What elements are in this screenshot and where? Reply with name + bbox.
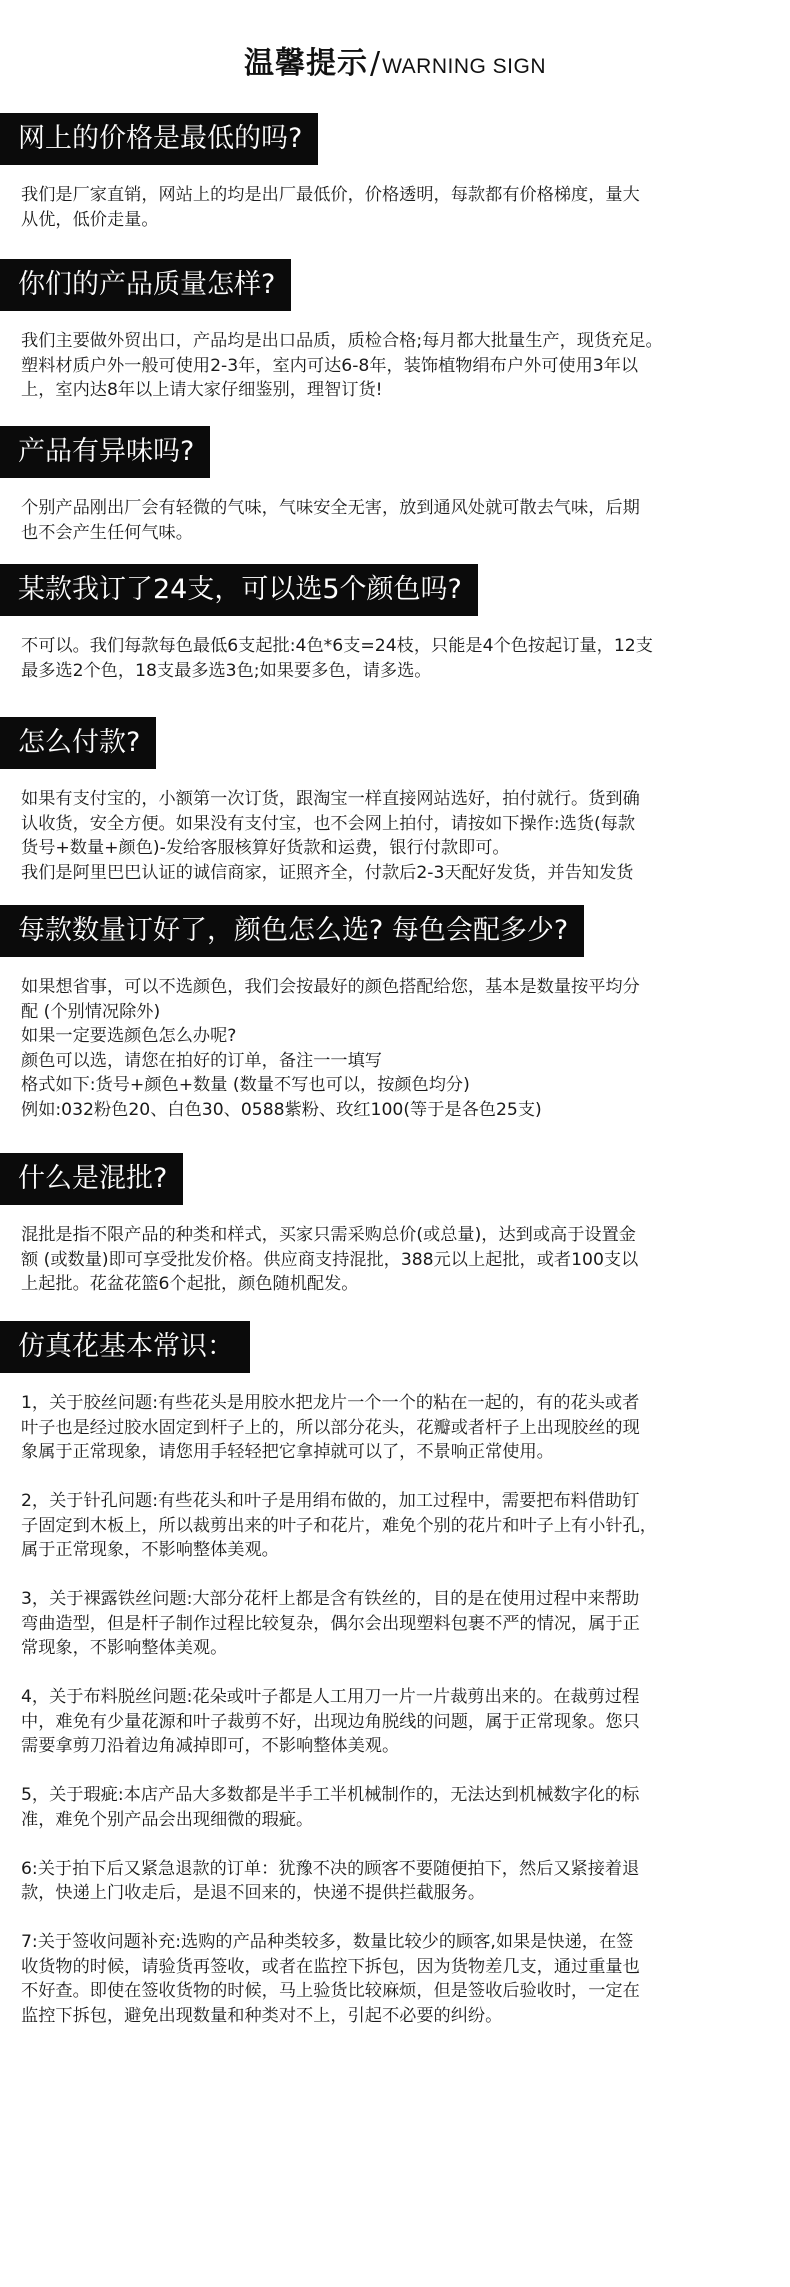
body-line: 格式如下:货号+颜色+数量 (数量不写也可以，按颜色均分) — [21, 1075, 470, 1095]
body-line: 款，快递上门收走后，是退不回来的，快递不提供拦截服务。 — [21, 1883, 486, 1903]
body-line: 我们主要做外贸出口，产品均是出口品质，质检合格;每月都大批量生产，现货充足。 — [21, 331, 663, 351]
body-line — [21, 1563, 773, 1588]
body-line: 1，关于胶丝问题:有些花头是用胶水把龙片一个一个的粘在一起的，有的花头或者 — [21, 1393, 640, 1413]
body-line: 准，难免个别产品会出现细微的瑕疵。 — [21, 1809, 314, 1830]
section-body-product-odor — [21, 496, 773, 545]
body-line: 如果想省事，可以不选颜色，我们会按最好的颜色搭配给您，基本是数量按平均分 — [21, 977, 640, 997]
section-body-mixed-wholesale — [21, 1223, 773, 1297]
body-line: 上起批。花盆花篮6个起批，颜色随机配发。 — [21, 1274, 359, 1294]
body-line: 额 (或数量)即可享受批发价格。供应商支持混批，388元以上起批，或者100支以 — [21, 1249, 639, 1270]
section-body-lowest-price — [21, 183, 773, 232]
body-line: 常现象，不影响整体美观。 — [21, 1638, 228, 1658]
section-body-color-allocation — [21, 975, 773, 1122]
body-line: 收货物的时候，请验货再签收，或者在监控下拆包，因为货物差几支，通过重量也 — [21, 1956, 640, 1977]
body-line: 不好查。即使在签收货物的时候，马上验货比较麻烦，但是签收后验收时，一定在 — [21, 1981, 640, 2001]
body-line — [21, 1759, 773, 1784]
body-line: 配 (个别情况除外) — [21, 1001, 161, 1022]
body-line: 子固定到木板上，所以裁剪出来的叶子和花片，难免个别的花片和叶子上有小针孔， — [21, 1515, 657, 1536]
body-line: 2，关于针孔问题:有些花头和叶子是用绢布做的，加工过程中，需要把布料借助钉 — [21, 1491, 640, 1511]
body-line — [21, 1661, 773, 1686]
page-title — [0, 38, 790, 82]
section-heading-payment-method: 怎么付款? — [0, 717, 156, 769]
body-line: 象属于正常现象，请您用手轻轻把它拿掉就可以了，不景响正常使用。 — [21, 1442, 554, 1462]
section-heading-color-allocation: 每款数量订好了，颜色怎么选? 每色会配多少? — [0, 905, 584, 957]
section-heading-product-odor: 产品有异味吗? — [0, 426, 210, 478]
page-title-chinese: 温馨提示 — [244, 46, 368, 81]
body-line: 认收货，安全方便。如果没有支付宝，也不会网上拍付，请按如下操作:选货(每款 — [21, 813, 636, 834]
body-line: 需要拿剪刀沿着边角减掉即可，不影响整体美观。 — [21, 1736, 400, 1756]
body-line: 5，关于瑕疵:本店产品大多数都是半手工半机械制作的，无法达到机械数字化的标 — [21, 1785, 640, 1805]
body-line: 弯曲造型，但是杆子制作过程比较复杂，偶尔会出现塑料包裹不严的情况，属于正 — [21, 1613, 640, 1634]
body-line: 如果有支付宝的，小额第一次订货，跟淘宝一样直接网站选好，拍付就行。货到确 — [21, 789, 640, 809]
body-line: 叶子也是经过胶水固定到杆子上的，所以部分花头，花瓣或者杆子上出现胶丝的现 — [21, 1417, 640, 1438]
body-line: 例如:032粉色20、白色30、0588紫粉、玫红100(等于是各色25支) — [21, 1099, 542, 1120]
body-line: 塑料材质户外一般可使用2-3年，室内可达6-8年，装饰植物绢布户外可使用3年以 — [21, 355, 639, 376]
section-body-color-selection — [21, 634, 773, 683]
section-heading-lowest-price: 网上的价格是最低的吗? — [0, 113, 318, 165]
section-heading-artificial-flower-basics: 仿真花基本常识： — [0, 1321, 250, 1373]
body-line: 我们是阿里巴巴认证的诚信商家，证照齐全，付款后2-3天配好发货，并告知发货 — [21, 862, 634, 883]
section-heading-color-selection: 某款我订了24支，可以选5个颜色吗? — [0, 564, 478, 616]
body-line: 货号+数量+颜色)-发给客服核算好货款和运费，银行付款即可。 — [21, 838, 510, 858]
body-line: 中，难免有少量花源和叶子裁剪不好，出现边角脱线的问题，属于正常现象。您只 — [21, 1711, 640, 1732]
body-line: 个别产品刚出厂会有轻微的气味，气味安全无害，放到通风处就可散去气味，后期 — [21, 498, 640, 518]
section-body-artificial-flower-basics — [21, 1391, 773, 2028]
body-line: 从优，低价走量。 — [21, 209, 159, 230]
body-line: 4，关于布料脱丝问题:花朵或叶子都是人工用刀一片一片裁剪出来的。在裁剪过程 — [21, 1687, 640, 1707]
section-body-product-quality — [21, 329, 773, 403]
body-line — [21, 1465, 773, 1490]
body-line: 不可以。我们每款每色最低6支起批:4色*6支=24枝，只能是4个色按起订量，12支 — [21, 636, 653, 656]
body-line: 颜色可以选，请您在拍好的订单，备注一一填写 — [21, 1050, 382, 1071]
body-line: 如果一定要选颜色怎么办呢? — [21, 1026, 237, 1046]
section-heading-mixed-wholesale: 什么是混批? — [0, 1153, 183, 1205]
body-line — [21, 1906, 773, 1931]
page-title-separator: / — [370, 46, 381, 81]
section-body-payment-method — [21, 787, 773, 885]
body-line: 属于正常现象，不影响整体美观。 — [21, 1540, 279, 1560]
section-heading-product-quality: 你们的产品质量怎样? — [0, 259, 291, 311]
body-line — [21, 1832, 773, 1857]
body-line: 上，室内达8年以上请大家仔细鉴别，理智订货! — [21, 380, 383, 400]
body-line: 7:关于签收问题补充:选购的产品种类较多，数量比较少的顾客,如果是快递，在签 — [21, 1932, 634, 1952]
body-line: 混批是指不限产品的种类和样式，买家只需采购总价(或总量)，达到或高于设置金 — [21, 1225, 636, 1245]
body-line: 监控下拆包，避免出现数量和种类对不上，引起不必要的纠纷。 — [21, 2005, 503, 2026]
body-line: 也不会产生任何气味。 — [21, 522, 193, 543]
body-line: 6:关于拍下后又紧急退款的订单：犹豫不决的顾客不要随便拍下，然后又紧接着退 — [21, 1858, 640, 1879]
body-line: 我们是厂家直销，网站上的均是出厂最低价，价格透明，每款都有价格梯度，量大 — [21, 185, 640, 205]
body-line: 3，关于裸露铁丝问题:大部分花杆上都是含有铁丝的，目的是在使用过程中来帮助 — [21, 1589, 640, 1609]
body-line: 最多选2个色，18支最多选3色;如果要多色，请多选。 — [21, 660, 432, 681]
page-title-english: WARNING SIGN — [382, 55, 546, 78]
